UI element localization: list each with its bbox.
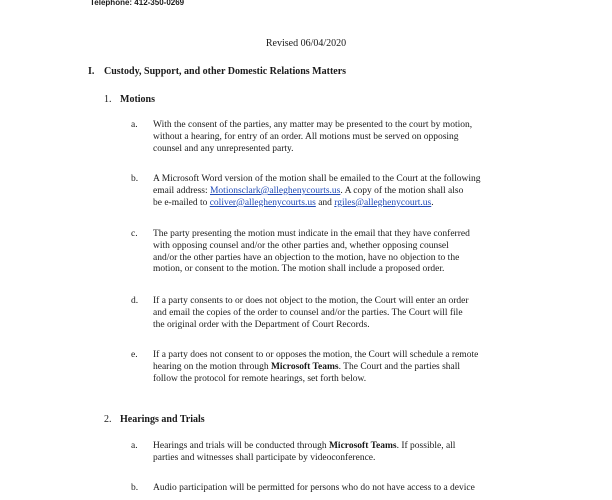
coliver-email-link[interactable]: coliver@alleghenycourts.us xyxy=(209,197,316,208)
item-label: d. xyxy=(131,296,139,306)
item-text xyxy=(153,120,551,155)
item-text xyxy=(153,483,551,495)
item-label: a. xyxy=(131,120,138,130)
text-line: If a party does not consent to or opposes the motion, the Court will schedule a remote xyxy=(153,350,479,360)
text-line: parties and witnesses shall participate by videoconference. xyxy=(153,452,376,463)
text-line: Audio participation will be permitted for persons who do not have access to a device xyxy=(153,483,475,493)
text-line: and/or the other parties have an objection to the motion, have no objection to the xyxy=(153,252,460,263)
item-text xyxy=(153,174,551,209)
text-line: motion, or consent to the motion. The motion shall include a proposed order. xyxy=(153,264,445,275)
text-line: With the consent of the parties, any matter may be presented to the court by motion, xyxy=(153,120,473,130)
item-label: c. xyxy=(131,229,138,239)
section-number: I. xyxy=(88,66,95,77)
text-line: If a party consents to or does not object to the motion, the Court will enter an order xyxy=(153,296,469,306)
item-text xyxy=(153,350,551,385)
item-text xyxy=(153,296,551,331)
text-line: with opposing counsel and/or the other parties and, whether opposing counsel xyxy=(153,240,449,251)
item-label: b. xyxy=(131,483,139,493)
subsection-title: Hearings and Trials xyxy=(120,414,205,425)
subsection-number: 2. xyxy=(104,414,112,425)
microsoft-teams-text: Microsoft Teams xyxy=(270,361,339,372)
item-label: b. xyxy=(131,174,139,184)
subsection-number: 1. xyxy=(104,94,112,105)
text-line: email address: Motionsclark@alleghenycourts.us. A copy of the motion shall also xyxy=(153,185,464,196)
text-line: counsel and any unrepresented party. xyxy=(153,143,294,154)
item-label: a. xyxy=(131,441,138,451)
text-line: be e-mailed to coliver@alleghenycourts.us and rgiles@alleghenycourt.us. xyxy=(153,197,434,208)
motions-email-link[interactable]: Motionsclark@alleghenycourts.us xyxy=(209,185,341,196)
subsection-title: Motions xyxy=(120,94,155,105)
text-line: The party presenting the motion must indicate in the email that they have conferred xyxy=(153,229,470,239)
item-text xyxy=(153,229,551,276)
microsoft-teams-text: Microsoft Teams xyxy=(328,441,397,451)
text-line: follow the protocol for remote hearings, set forth below. xyxy=(153,373,367,384)
section-title: Custody, Support, and other Domestic Relations Matters xyxy=(104,66,347,77)
text-line: the original order with the Department of Court Records. xyxy=(153,319,370,330)
text-line: Hearings and trials will be conducted through Microsoft Teams. If possible, all xyxy=(153,441,456,451)
rgiles-email-link[interactable]: rgiles@alleghenycourt.us xyxy=(334,197,432,208)
text-line: A Microsoft Word version of the motion shall be emailed to the Court at the following xyxy=(153,174,481,184)
text-line: without a hearing, for entry of an order. All motions must be served on opposing xyxy=(153,131,459,142)
telephone-line: Telephone: 412-350-0269 xyxy=(90,0,185,7)
item-label: e. xyxy=(131,350,138,360)
item-text xyxy=(153,441,551,465)
text-line: and email the copies of the order to counsel and/or the parties. The Court will file xyxy=(153,307,463,318)
text-line: hearing on the motion through Microsoft Teams. The Court and the parties shall xyxy=(153,361,461,372)
revised-date: Revised 06/04/2020 xyxy=(265,38,347,49)
